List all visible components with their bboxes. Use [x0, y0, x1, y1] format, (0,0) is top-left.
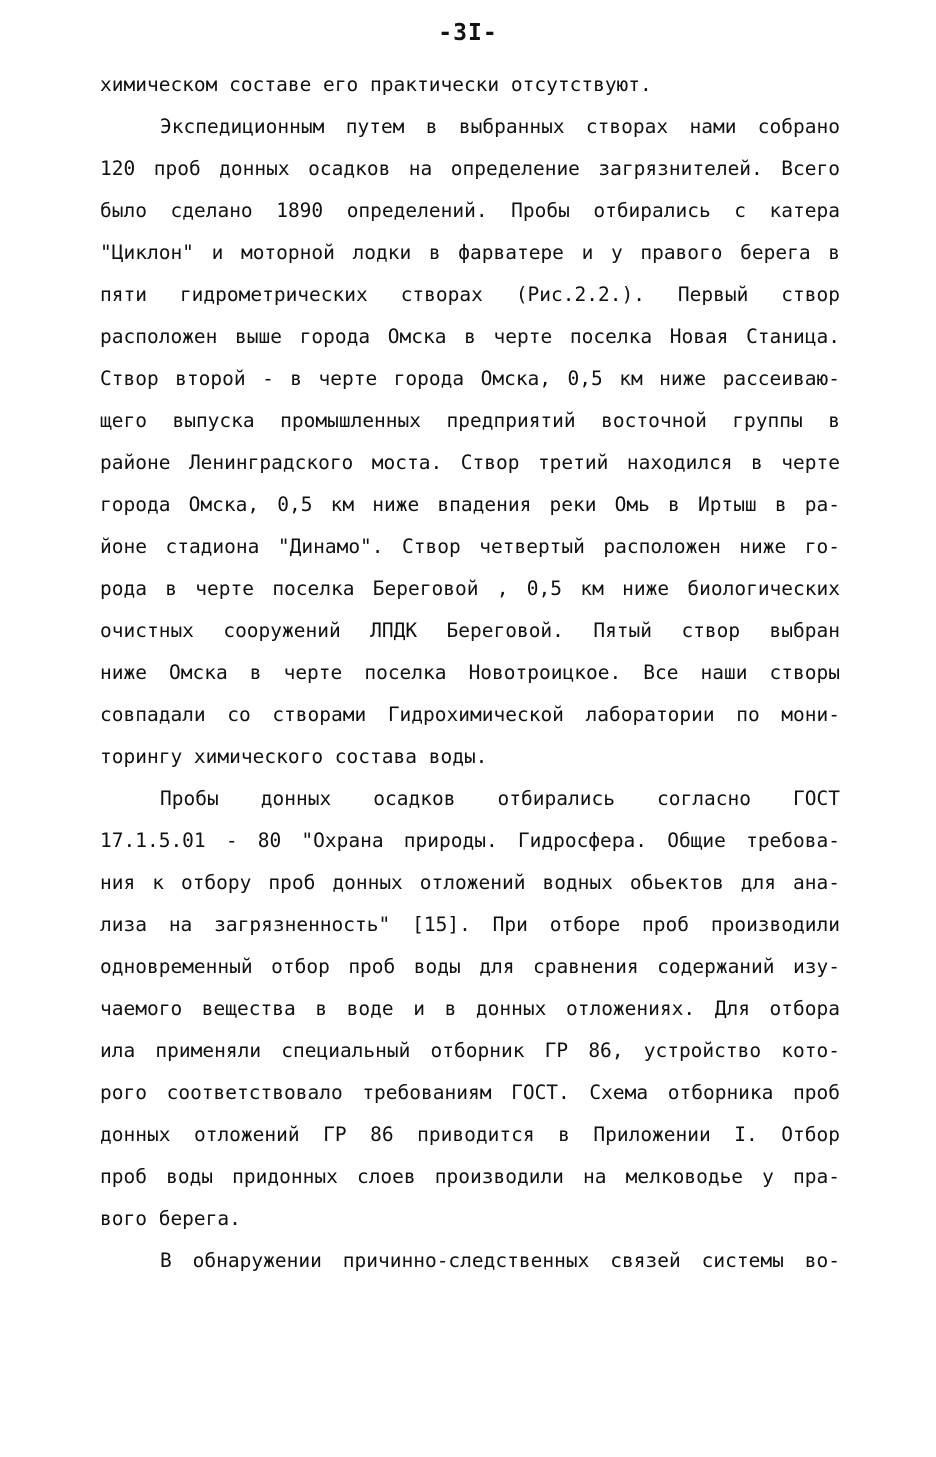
text-line: йоне стадиона "Динамо". Створ четвертый расположен ниже го-: [100, 535, 840, 558]
text-line: ниже Омска в черте поселка Новотроицкое. Все наши створы: [100, 661, 840, 684]
text-line: торингу химического состава воды.: [100, 745, 488, 768]
text-line: 120 проб донных осадков на определение загрязнителей. Всего: [100, 157, 840, 180]
text-line: рого соответствовало требованиям ГОСТ. Схема отборника проб: [100, 1081, 840, 1104]
text-line: расположен выше города Омска в черте поселка Новая Станица.: [100, 325, 840, 348]
text-line: донных отложений ГР 86 приводится в Приложении I. Отбор: [100, 1123, 840, 1146]
body-text: [100, 64, 840, 1282]
text-line: щего выпуска промышленных предприятий восточной группы в: [100, 409, 840, 432]
text-line: города Омска, 0,5 км ниже впадения реки Омь в Иртыш в ра-: [100, 493, 840, 516]
text-line: Пробы донных осадков отбирались согласно ГОСТ: [160, 787, 840, 810]
text-line: лиза на загрязненность" [15]. При отборе проб производили: [100, 913, 840, 936]
text-line: пяти гидрометрических створах (Рис.2.2.). Первый створ: [100, 283, 840, 306]
text-line: ния к отбору проб донных отложений водных обьектов для ана-: [100, 871, 840, 894]
text-line: очистных сооружений ЛПДК Береговой. Пятый створ выбран: [100, 619, 840, 642]
text-line: "Циклон" и моторной лодки в фарватере и у правого берега в: [100, 241, 840, 264]
text-line: вого берега.: [100, 1207, 241, 1230]
text-line: 17.1.5.01 - 80 "Охрана природы. Гидросфера. Общие требова-: [100, 829, 840, 852]
text-line: чаемого вещества в воде и в донных отложениях. Для отбора: [100, 997, 840, 1020]
text-line: было сделано 1890 определений. Пробы отбирались с катера: [100, 199, 840, 222]
text-line: одновременный отбор проб воды для сравнения содержаний изу-: [100, 955, 840, 978]
text-line: Экспедиционным путем в выбранных створах нами собрано: [160, 115, 840, 138]
page-number: -3I-: [438, 20, 498, 46]
text-line: Створ второй - в черте города Омска, 0,5 км ниже рассеиваю-: [100, 367, 840, 390]
text-line: рода в черте поселка Береговой , 0,5 км ниже биологических: [100, 577, 840, 600]
text-line: ила применяли специальный отборник ГР 86, устройство кото-: [100, 1039, 840, 1062]
text-line: проб воды придонных слоев производили на мелководье у пра-: [100, 1165, 840, 1188]
text-line: В обнаружении причинно-следственных связей системы во-: [160, 1249, 840, 1272]
text-line: химическом составе его практически отсутствуют.: [100, 73, 652, 96]
text-line: районе Ленинградского моста. Створ третий находился в черте: [100, 451, 840, 474]
text-line: совпадали со створами Гидрохимической лаборатории по мони-: [100, 703, 840, 726]
